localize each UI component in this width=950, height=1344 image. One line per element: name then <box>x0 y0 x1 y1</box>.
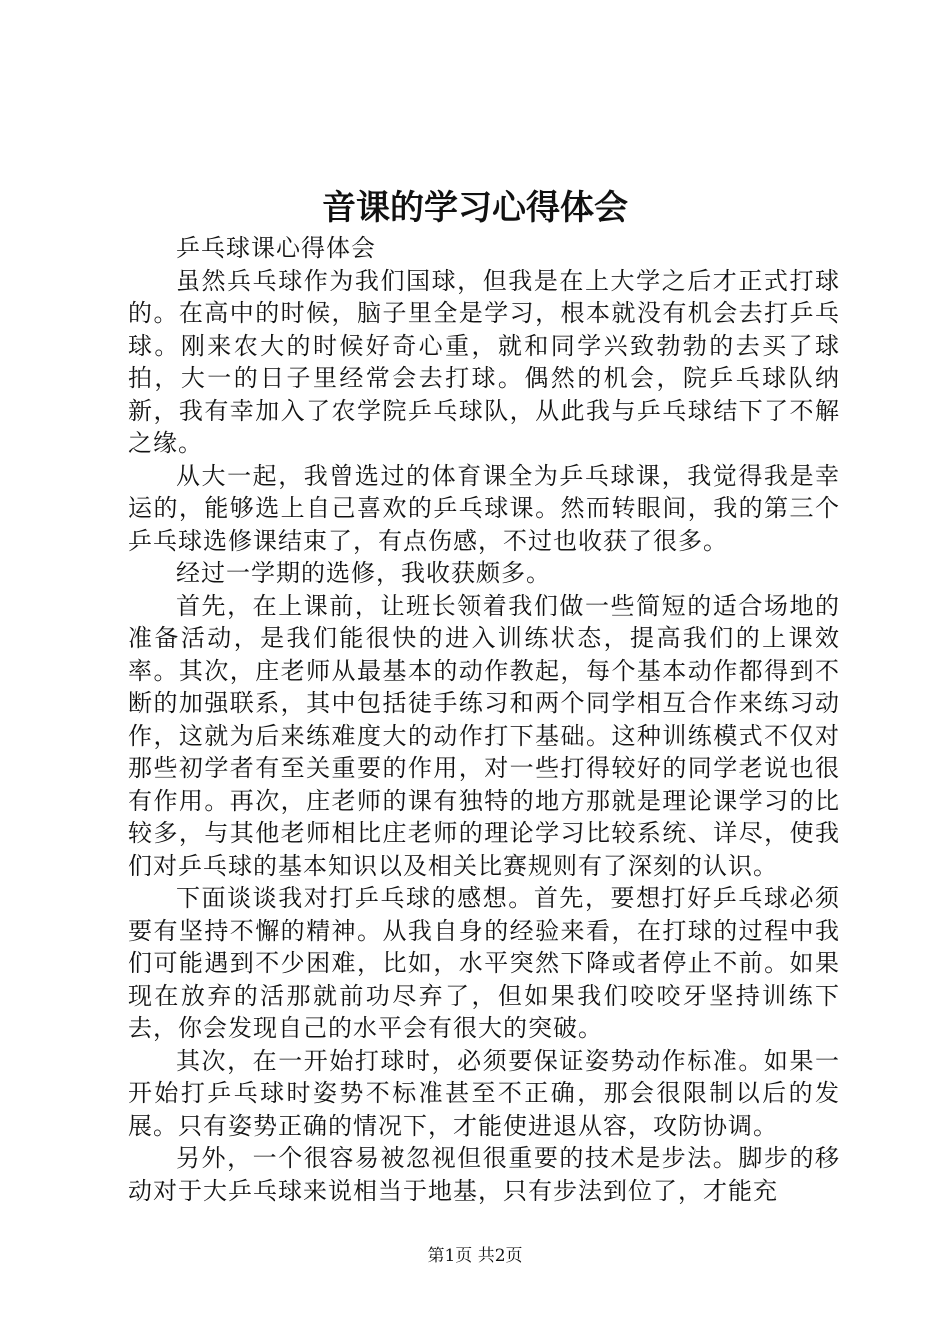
document-body <box>128 232 840 1207</box>
page-number-footer: 第1页 共2页 <box>427 1246 523 1266</box>
paragraph: 虽然兵乓球作为我们国球，但我是在上大学之后才正式打球的。在高中的时候，脑子里全是学习，根本就没有机会去打乒乓球。刚来农大的时候好奇心重，就和同学兴致勃勃的去买了球拍，大一的日子里经常会去打球。偶然的机会，院乒乓球队纳新，我有幸加入了农学院乒乓球队，从此我与乒乓球结下了不解之缘。 <box>128 266 840 457</box>
paragraph: 另外，一个很容易被忽视但很重要的技术是步法。脚步的移动对于大乒乓球来说相当于地基，只有步法到位了，才能充 <box>128 1144 840 1205</box>
paragraph: 经过一学期的选修，我收获颇多。 <box>176 559 551 587</box>
paragraph: 其次，在一开始打球时，必须要保证姿势动作标准。如果一开始打乒乓球时姿势不标准甚至不正确，那会很限制以后的发展。只有姿势正确的情况下，才能使进退从容，攻防协调。 <box>128 1046 840 1140</box>
document-title: 音课的学习心得体会 <box>322 188 628 228</box>
subtitle-paragraph: 乒乓球课心得体会 <box>176 234 376 262</box>
paragraph: 首先，在上课前，让班长领着我们做一些简短的适合场地的准备活动，是我们能很快的进入训练状态，提高我们的上课效率。其次，庄老师从最基本的动作教起，每个基本动作都得到不断的加强联系，其中包括徒手练习和两个同学相互合作来练习动作，这就为后来练难度大的动作打下基础。这种训练模式不仅对那些初学者有至关重要的作用，对一些打得较好的同学老说也很有作用。再次，庄老师的课有独特的地方那就是理论课学习的比较多，与其他老师相比庄老师的理论学习比较系统、详尽，使我们对乒乓球的基本知识以及相关比赛规则有了深刻的认识。 <box>128 591 840 880</box>
paragraph: 下面谈谈我对打乒乓球的感想。首先，要想打好乒乓球必须要有坚持不懈的精神。从我自身的经验来看，在打球的过程中我们可能遇到不少困难，比如，水平突然下降或者停止不前。如果现在放弃的活那就前功尽弃了，但如果我们咬咬牙坚持训练下去，你会发现自己的水平会有很大的突破。 <box>128 884 840 1042</box>
paragraph: 从大一起，我曾选过的体育课全为乒乓球课，我觉得我是幸运的，能够选上自己喜欢的乒乓球课。然而转眼间，我的第三个乒乓球选修课结束了，有点伤感，不过也收获了很多。 <box>128 461 840 555</box>
